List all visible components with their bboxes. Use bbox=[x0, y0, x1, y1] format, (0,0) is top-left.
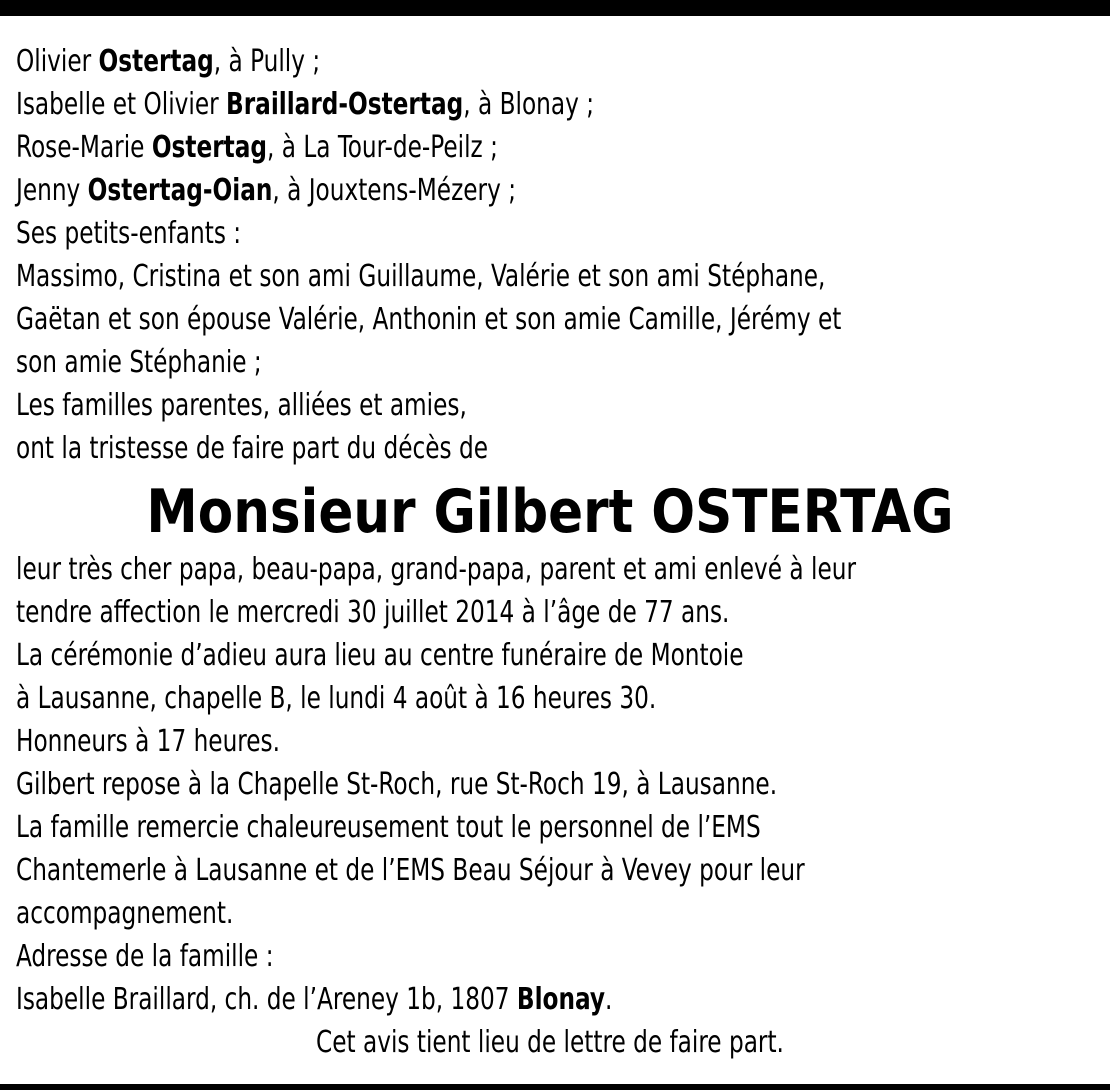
deceased-name: Monsieur Gilbert OSTERTAG bbox=[146, 477, 954, 547]
grandchildren-line-1: Massimo, Cristina et son ami Guillaume, Valérie et son ami Stéphane, bbox=[16, 259, 826, 294]
body-line-8: Chantemerle à Lausanne et de l’EMS Beau Séjour à Vevey pour leur bbox=[16, 853, 805, 888]
family-line-4 bbox=[16, 169, 934, 212]
body-line-7: La famille remercie chaleureusement tout le personnel de l’EMS bbox=[16, 810, 761, 845]
family-line-4-suffix: , à Jouxtens-Mézery ; bbox=[272, 173, 517, 208]
body-line-5: Honneurs à 17 heures. bbox=[16, 724, 281, 759]
family-line-4-name: Ostertag-Oian bbox=[87, 173, 273, 208]
family-line-3-name: Ostertag bbox=[151, 130, 268, 165]
family-line-1 bbox=[16, 40, 934, 83]
closing-note: Cet avis tient lieu de lettre de faire part. bbox=[316, 1025, 784, 1060]
body-line-9: accompagnement. bbox=[16, 896, 234, 931]
announcement-line: ont la tristesse de faire part du décès de bbox=[16, 431, 489, 466]
family-line-4-prefix: Jenny bbox=[16, 173, 88, 208]
grandchildren-line-3: son amie Stéphanie ; bbox=[16, 345, 262, 380]
address-text: Isabelle Braillard, ch. de l’Areney 1b, 1807 bbox=[16, 982, 517, 1017]
body-line-1: leur très cher papa, beau-papa, grand-papa, parent et ami enlevé à leur bbox=[16, 552, 857, 587]
bottom-rule bbox=[0, 1084, 1110, 1090]
notice-body bbox=[16, 548, 1084, 935]
obituary-notice bbox=[16, 40, 1084, 1064]
body-line-2: tendre affection le mercredi 30 juillet 2014 à l’âge de 77 ans. bbox=[16, 595, 730, 630]
family-line-2-name: Braillard-Ostertag bbox=[226, 87, 464, 122]
grandchildren-line-2: Gaëtan et son épouse Valérie, Anthonin et son amie Camille, Jérémy et bbox=[16, 302, 842, 337]
family-line-2-prefix: Isabelle et Olivier bbox=[16, 87, 227, 122]
family-line-1-name: Ostertag bbox=[98, 44, 214, 79]
family-address bbox=[16, 978, 934, 1021]
family-line-1-prefix: Olivier bbox=[16, 44, 99, 79]
family-line-3 bbox=[16, 126, 934, 169]
address-town: Blonay bbox=[516, 982, 605, 1017]
family-line-2 bbox=[16, 83, 934, 126]
top-rule bbox=[0, 0, 1110, 16]
body-line-4: à Lausanne, chapelle B, le lundi 4 août à 16 heures 30. bbox=[16, 681, 657, 716]
family-line-1-suffix: , à Pully ; bbox=[213, 44, 321, 79]
address-heading: Adresse de la famille : bbox=[16, 939, 274, 974]
family-line-3-suffix: , à La Tour-de-Peilz ; bbox=[267, 130, 498, 165]
relatives-line: Les familles parentes, alliées et amies, bbox=[16, 388, 467, 423]
family-line-3-prefix: Rose-Marie bbox=[16, 130, 152, 165]
family-line-2-suffix: , à Blonay ; bbox=[463, 87, 595, 122]
grandchildren-heading: Ses petits-enfants : bbox=[16, 216, 242, 251]
body-line-6: Gilbert repose à la Chapelle St-Roch, rue St-Roch 19, à Lausanne. bbox=[16, 767, 778, 802]
address-suffix: . bbox=[604, 982, 613, 1017]
body-line-3: La cérémonie d’adieu aura lieu au centre funéraire de Montoie bbox=[16, 638, 744, 673]
